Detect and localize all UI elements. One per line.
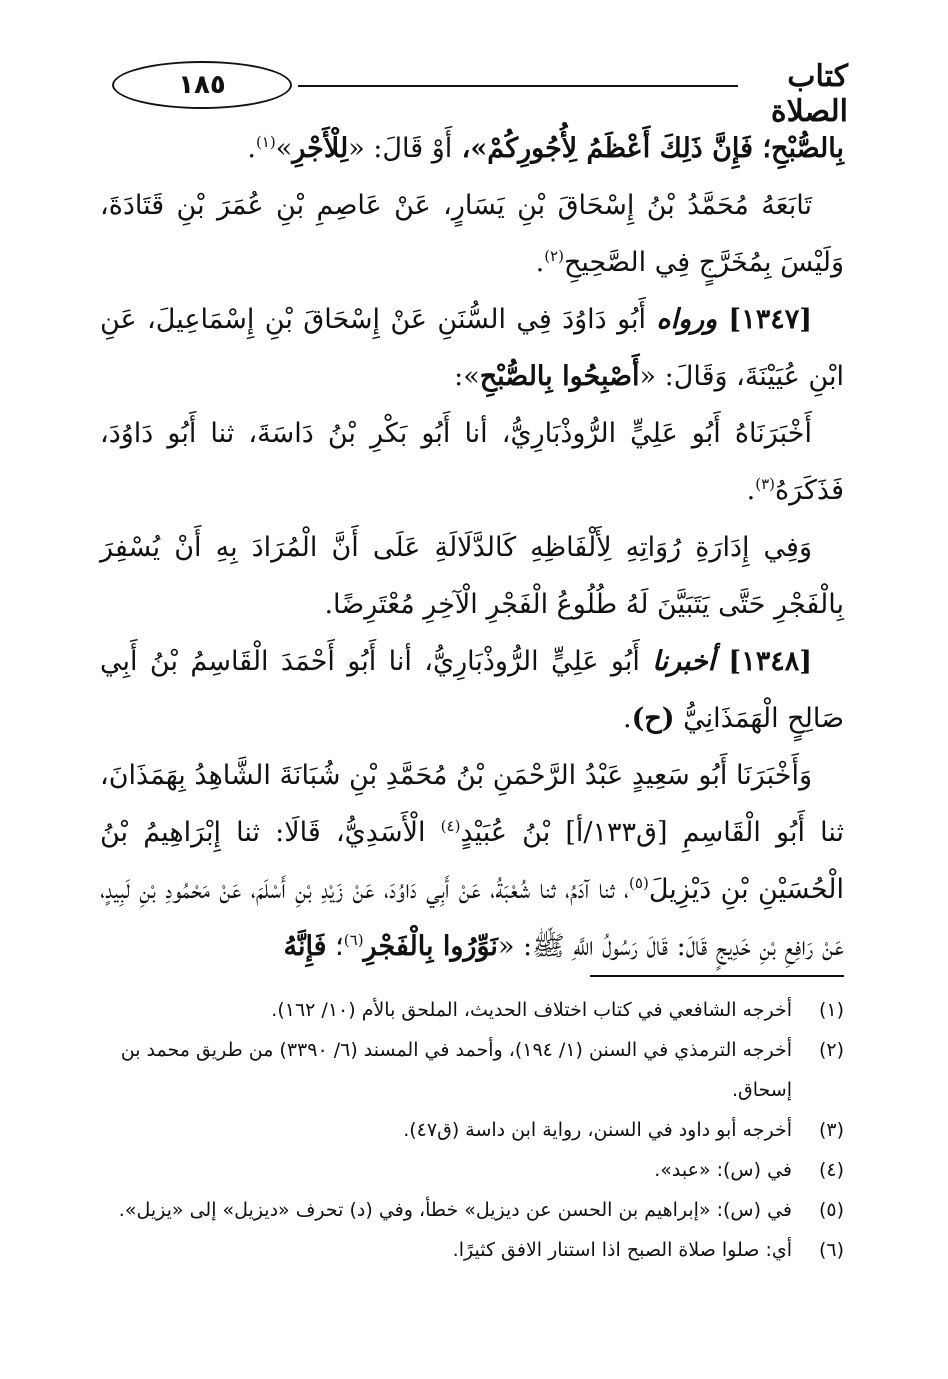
- text-run: وَأَخْبَرَنَا أَبُو سَعِيدٍ عَبْدُ الرَّحْمَنِ بْنُ مُحَمَّدِ بْنِ شُبَانَةَ الشَّاهِدُ بِهَمَذَانَ، ثنا أَبُو الْقَاسِمِ [ق١٣٣/أ] بْنُ عُبَيْدٍ: [100, 760, 844, 848]
- header-rule: [298, 85, 738, 87]
- footnote: [100, 1190, 844, 1230]
- paragraph: [100, 519, 844, 633]
- book-title: كتاب الصلاة: [770, 59, 848, 129]
- bold-text: لِلْأَجْرِ: [292, 133, 349, 164]
- narration-term: ورواه: [656, 304, 718, 335]
- text-run: .: [535, 247, 545, 278]
- text-run: وَفِي إِدَارَةِ رُوَاتِهِ لِأَلْفَاظِهِ كَالدَّلَالَةِ عَلَى أَنَّ الْمُرَادَ بِهِ أَنْ يُسْفِرَ بِالْفَجْرِ حَتَّى يَتَبَيَّنَ لَهُ طُلُوعُ الْفَجْرِ الْآخِرِ مُعْتَرِضًا.: [100, 532, 844, 620]
- footnotes: [100, 990, 844, 1270]
- footnote-marker: (٦): [343, 931, 364, 949]
- footnote-marker: (١): [255, 133, 276, 151]
- footnote-number: (٢): [818, 1039, 844, 1061]
- text-run: »: [275, 133, 293, 164]
- footnote-marker: (٥): [629, 874, 649, 892]
- text-run: .: [622, 703, 632, 734]
- text-run: »:: [454, 361, 480, 392]
- footnote-marker: (٤): [440, 817, 461, 835]
- footnote-number: (١): [818, 999, 844, 1021]
- footnote-text: أي: صلوا صلاة الصبح اذا استنار الافق كثيرًا.: [452, 1239, 792, 1261]
- footnote-number: (٦): [818, 1239, 844, 1261]
- footnote: [100, 1110, 844, 1150]
- paragraph: [100, 405, 844, 519]
- paragraph: [100, 291, 844, 405]
- bold-text: [١٣٤٧]: [717, 304, 812, 335]
- footnote-text: في (س): «إبراهيم بن الحسن عن ديزيل» خطأ، وفي (د) تحرف «ديزيل» إلى «يزيل».: [118, 1199, 792, 1221]
- footnote-text: أخرجه الترمذي في السنن (١/ ١٩٤)، وأحمد في المسند (٦/ ٣٣٩٠) من طريق محمد بن إسحاق.: [120, 1039, 792, 1101]
- text-run: .: [746, 475, 756, 506]
- bold-text: (ح): [631, 703, 675, 734]
- text-run: أَوْ قَالَ: «: [348, 133, 453, 164]
- text-run: تَابَعَهُ مُحَمَّدُ بْنُ إِسْحَاقَ بْنِ يَسَارٍ، عَنْ عَاصِمِ بْنِ عُمَرَ بْنِ قَتَادَةَ، وَلَيْسَ بِمُخَرَّجٍ فِي الصَّحِيحِ: [100, 190, 844, 278]
- main-text: [100, 120, 844, 975]
- text-run: أَبُو عَلِيٍّ الرُّوذْبَارِيُّ، أنا أَبُو أَحْمَدَ الْقَاسِمُ بْنُ أَبِي صَالِحٍ الْهَمَذَانِيُّ: [100, 646, 844, 734]
- bold-text: [١٣٤٨]: [715, 646, 812, 677]
- bold-text: نَوِّرُوا بِالْفَجْرِ: [363, 931, 498, 962]
- footnote-text: في (س): «عبد».: [654, 1159, 792, 1181]
- footnote: [100, 990, 844, 1030]
- footnote-text: أخرجه الشافعي في كتاب اختلاف الحديث، الملحق بالأم (١٠/ ١٦٢).: [271, 999, 792, 1021]
- footnote-marker: (٢): [544, 247, 564, 265]
- bold-text: بِالصُّبْحِ؛ فَإِنَّ ذَلِكَ أَعْظَمُ لِأُجُورِكُمْ»،: [452, 133, 844, 164]
- text-run: ، ثنا آدَمُ، ثنا شُعْبَةُ، عَنْ أَبِي دَاوُدَ، عَنْ زَيْدِ بْنِ أَسْلَمَ، عَنْ مَحْمُودِ بْنِ لَبِيدٍ، عَنْ رَافِعِ بْنِ خَدِيجٍ قَالَ: قَالَ رَسُولُ اللَّهِ ﷺ: «: [100, 874, 844, 962]
- paragraph: [100, 633, 844, 747]
- text-run: أَبُو دَاوُدَ فِي السُّنَنِ عَنْ إِسْحَاقَ بْنِ إِسْمَاعِيلَ، عَنِ ابْنِ عُيَيْنَةَ، وَقَالَ: «: [100, 304, 844, 392]
- text-run: ؛: [326, 931, 344, 962]
- footnote: [100, 1230, 844, 1270]
- narration-term: أخبرنا: [652, 646, 716, 677]
- footnote-text: أخرجه أبو داود في السنن، رواية ابن داسة (ق٤٧).: [403, 1119, 792, 1141]
- page-number: ١٨٥: [112, 61, 292, 109]
- footnote-number: (٣): [818, 1119, 844, 1141]
- paragraph: [100, 120, 844, 177]
- footnote-number: (٤): [818, 1159, 844, 1181]
- footnote: [100, 1030, 844, 1110]
- page-header: [100, 55, 848, 129]
- footnote-separator: [590, 975, 844, 977]
- text-run: أَخْبَرَنَاهُ أَبُو عَلِيٍّ الرُّوذْبَارِيُّ، أنا أَبُو بَكْرِ بْنُ دَاسَةَ، ثنا أَبُو دَاوُدَ، فَذَكَرَهُ: [100, 418, 844, 506]
- paragraph: [100, 747, 844, 975]
- text-run: .: [247, 133, 256, 164]
- footnote-number: (٥): [818, 1199, 844, 1221]
- footnote: [100, 1150, 844, 1190]
- footnote-marker: (٣): [755, 475, 776, 493]
- text-run: الْأَسَدِيُّ، قَالَا: ثنا إِبْرَاهِيمُ بْنُ الْحُسَيْنِ بْنِ دَيْزِيلَ: [100, 817, 844, 905]
- bold-text: أَصْبِحُوا بِالصُّبْحِ: [479, 361, 640, 392]
- bold-text: فَإِنَّهُ: [283, 931, 327, 962]
- paragraph: [100, 177, 844, 291]
